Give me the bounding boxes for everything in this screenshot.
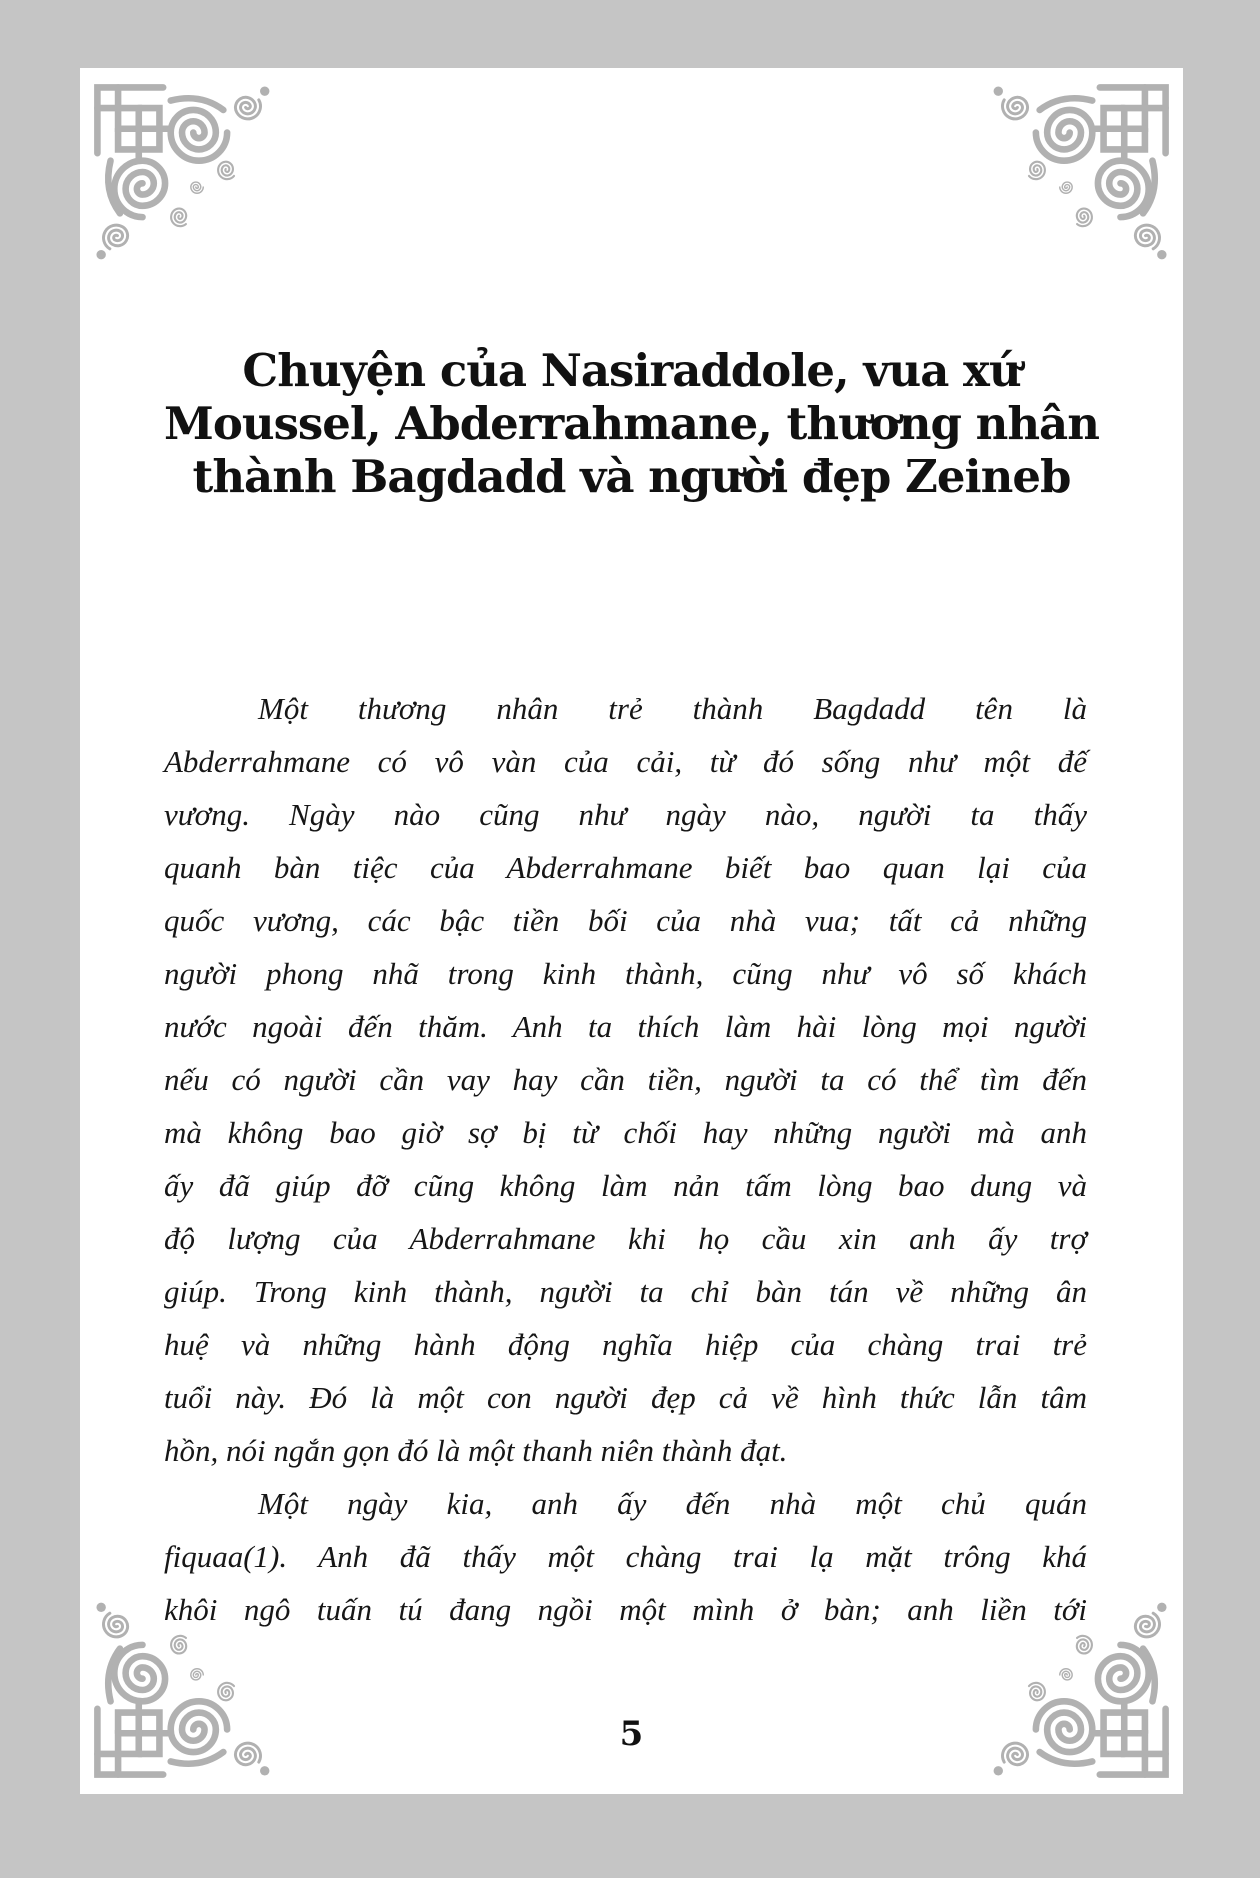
body-line: giúp. Trong kinh thành, người ta chỉ bàn tán về những ân [164,1274,1087,1309]
body-line: Một ngày kia, anh ấy đến nhà một chủ quán [258,1486,1087,1521]
body-line: vương. Ngày nào cũng như ngày nào, người ta thấy [164,797,1087,832]
body-line: tuổi này. Đó là một con người đẹp cả về hình thức lẫn tâm [164,1380,1087,1415]
title-line: Moussel, Abderrahmane, thương nhân [164,397,1099,450]
body-text [164,682,1087,1636]
corner-ornament-icon [86,78,278,266]
body-line: mà không bao giờ sợ bị từ chối hay những người mà anh [164,1115,1087,1150]
title-line: Chuyện của Nasiraddole, vua xứ [242,344,1021,397]
body-line: quốc vương, các bậc tiền bối của nhà vua; tất cả những [164,903,1087,938]
body-line: ấy đã giúp đỡ cũng không làm nản tấm lòng bao dung và [164,1168,1087,1203]
page-number: 5 [619,1714,644,1754]
body-line: Abderrahmane có vô vàn của cải, từ đó sống như một đế [164,744,1087,779]
paragraph [164,1477,1087,1636]
body-line: huệ và những hành động nghĩa hiệp của chàng trai trẻ [164,1327,1087,1362]
body-line: khôi ngô tuấn tú đang ngồi một mình ở bàn; anh liền tới [164,1592,1087,1627]
body-line: hồn, nói ngắn gọn đó là một thanh niên thành đạt. [164,1433,788,1468]
body-line: nước ngoài đến thăm. Anh ta thích làm hài lòng mọi người [164,1009,1087,1044]
body-line: nếu có người cần vay hay cần tiền, người ta có thể tìm đến [164,1062,1087,1097]
book-page [80,68,1183,1794]
body-line: fiquaa(1). Anh đã thấy một chàng trai lạ mặt trông khá [164,1539,1087,1574]
paragraph [164,682,1087,1477]
chapter-title [80,344,1183,503]
body-line: người phong nhã trong kinh thành, cũng như vô số khách [164,956,1087,991]
body-line: Một thương nhân trẻ thành Bagdadd tên là [258,691,1087,726]
body-line: độ lượng của Abderrahmane khi họ cầu xin anh ấy trợ [164,1221,1087,1256]
corner-ornament-icon [985,78,1177,266]
title-line: thành Bagdadd và người đẹp Zeineb [192,450,1071,503]
body-line: quanh bàn tiệc của Abderrahmane biết bao quan lại của [164,850,1087,885]
